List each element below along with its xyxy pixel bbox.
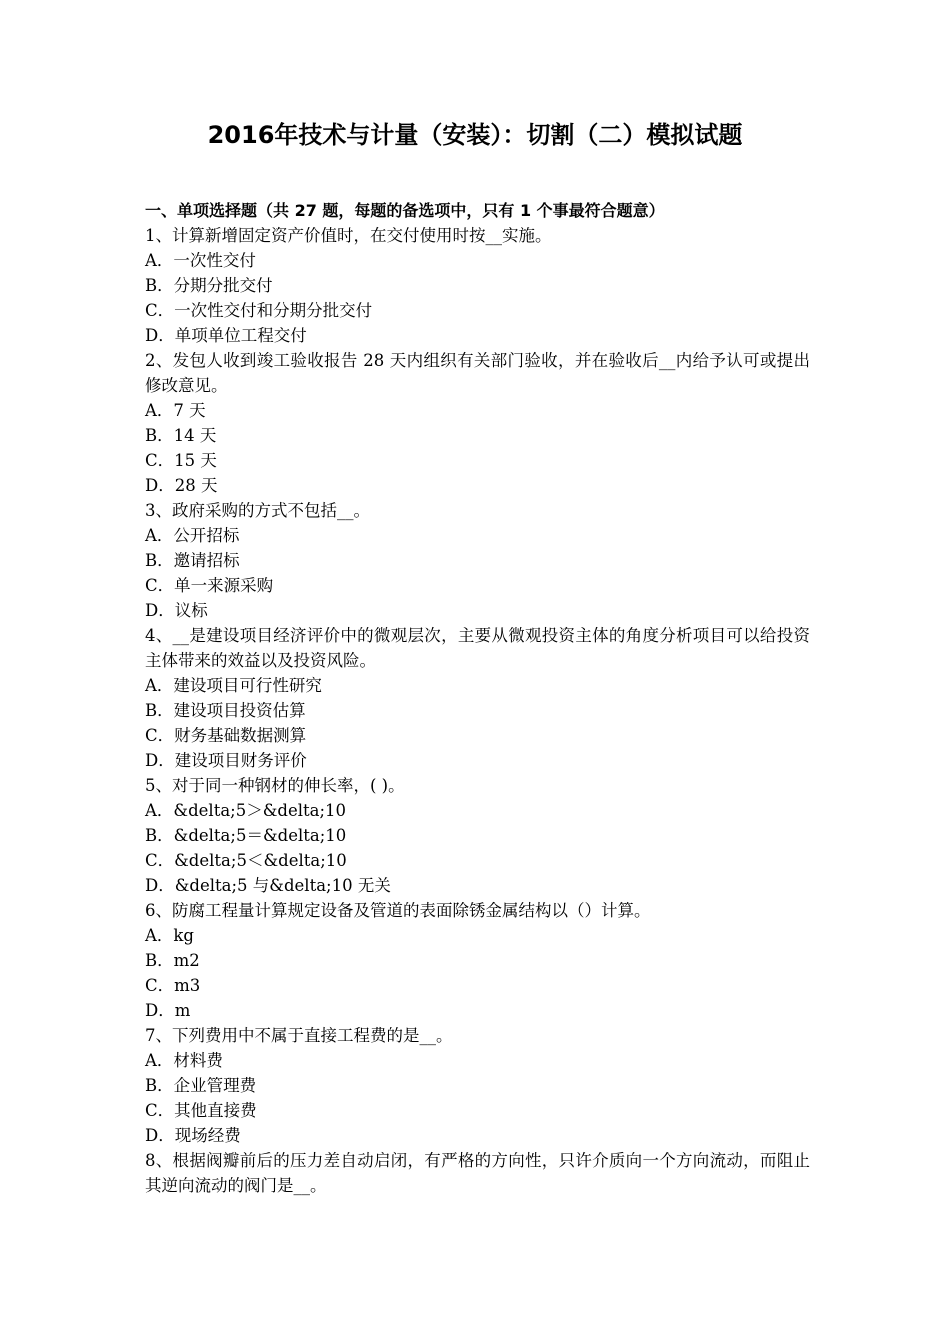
question-block [145,773,810,898]
answer-option: B．建设项目投资估算 [145,701,306,720]
answer-option: C．其他直接费 [145,1101,257,1120]
question-text: 4、__是建设项目经济评价中的微观层次，主要从微观投资主体的角度分析项目可以给投资主体带来的效益以及投资风险。 [145,626,810,670]
answer-option: D．m [145,1001,191,1020]
question-block [145,623,810,773]
question-block [145,348,810,498]
answer-option: B．m2 [145,951,200,970]
question-text: 2、发包人收到竣工验收报告 28 天内组织有关部门验收，并在验收后__内给予认可或提出修改意见。 [145,351,810,395]
answer-option: C．15 天 [145,451,217,470]
question-text: 7、下列费用中不属于直接工程费的是__。 [145,1026,453,1045]
answer-option: D．28 天 [145,476,218,495]
section-heading: 一、单项选择题（共 27 题，每题的备选项中，只有 1 个事最符合题意） [145,201,665,220]
answer-option: C．一次性交付和分期分批交付 [145,301,373,320]
question-list [145,223,810,1198]
answer-option: D．单项单位工程交付 [145,326,307,345]
question-block [145,223,810,348]
answer-option: B．14 天 [145,426,217,445]
answer-option: B．分期分批交付 [145,276,273,295]
question-text: 5、对于同一种钢材的伸长率，( )。 [145,776,405,795]
question-block [145,498,810,623]
answer-option: B．企业管理费 [145,1076,257,1095]
answer-option: A．建设项目可行性研究 [145,676,322,695]
answer-option: A．kg [145,926,194,945]
answer-option: C．单一来源采购 [145,576,274,595]
answer-option: D．&delta;5 与&delta;10 无关 [145,876,391,895]
answer-option: C．财务基础数据测算 [145,726,307,745]
question-text: 8、根据阀瓣前后的压力差自动启闭，有严格的方向性，只许介质向一个方向流动，而阻止其逆向流动的阀门是__。 [145,1151,810,1195]
answer-option: C．m3 [145,976,201,995]
answer-option: A．一次性交付 [145,251,256,270]
answer-option: D．现场经费 [145,1126,241,1145]
answer-option: A．&delta;5＞&delta;10 [145,801,347,820]
answer-option: B．&delta;5＝&delta;10 [145,826,347,845]
answer-option: C．&delta;5＜&delta;10 [145,851,347,870]
answer-option: D．议标 [145,601,208,620]
answer-option: A．7 天 [145,401,206,420]
question-block [145,898,810,1023]
question-text: 3、政府采购的方式不包括__。 [145,501,370,520]
answer-option: B．邀请招标 [145,551,240,570]
answer-option: A．材料费 [145,1051,223,1070]
answer-option: D．建设项目财务评价 [145,751,307,770]
answer-option: A．公开招标 [145,526,240,545]
question-text: 6、防腐工程量计算规定设备及管道的表面除锈金属结构以（）计算。 [145,901,651,920]
question-block [145,1023,810,1148]
document-body [145,198,810,1198]
page-title: 2016年技术与计量（安装）：切割（二）模拟试题 [207,121,743,149]
question-text: 1、计算新增固定资产价值时，在交付使用时按__实施。 [145,226,552,245]
question-block [145,1148,810,1198]
